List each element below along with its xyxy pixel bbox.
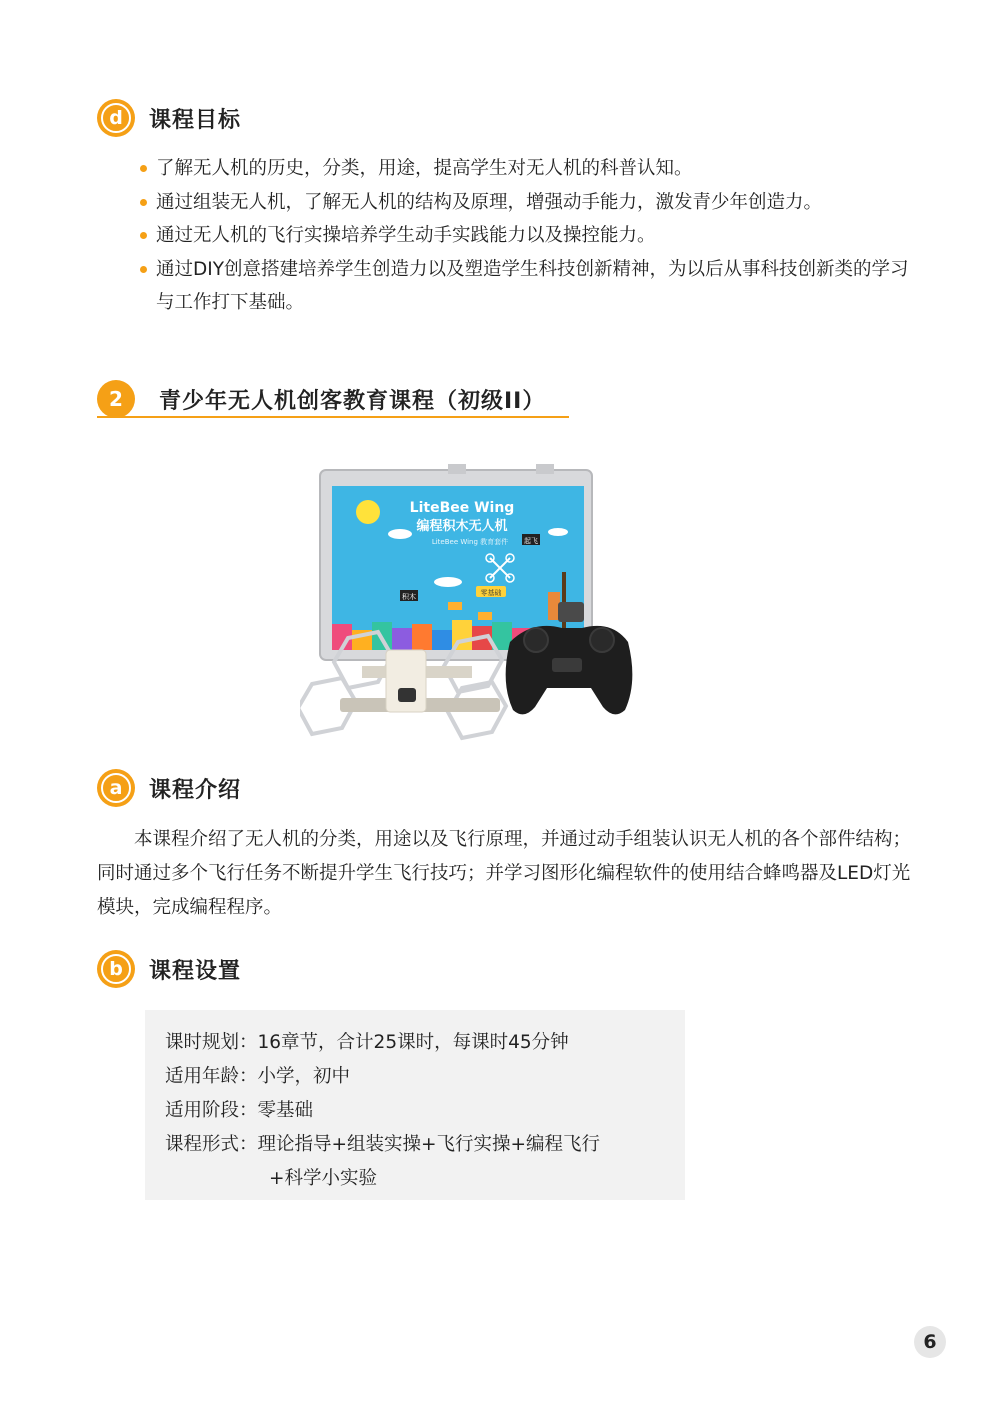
- settings-row: 课程形式：理论指导+组装实操+飞行实操+编程飞行: [165, 1134, 601, 1155]
- sun-icon: [356, 500, 380, 524]
- goals-badge-icon: [97, 99, 135, 137]
- svg-text:LiteBee Wing 教育套件: LiteBee Wing 教育套件: [431, 538, 509, 546]
- bullet-icon: [140, 199, 147, 206]
- course-title: 青少年无人机创客教育课程（初级II）: [159, 389, 546, 414]
- bullet-icon: [140, 165, 147, 172]
- settings-title: 课程设置: [149, 958, 242, 984]
- svg-text:LiteBee Wing: LiteBee Wing: [409, 500, 515, 516]
- goal-item: 通过无人机的飞行实操培养学生动手实践能力以及操控能力。: [140, 219, 910, 253]
- page-number: 6: [914, 1326, 946, 1358]
- settings-continuation: +科学小实验: [269, 1168, 378, 1189]
- intro-title: 课程介绍: [149, 777, 242, 803]
- settings-badge-letter: b: [101, 954, 131, 984]
- product-photo: [300, 462, 635, 744]
- bullet-icon: [140, 232, 147, 239]
- goal-item: 通过组装无人机，了解无人机的结构及原理，增强动手能力，激发青少年创造力。: [140, 186, 910, 220]
- goal-item: 通过DIY创意搭建培养学生创造力以及塑造学生科技创新精神，为以后从事科技创新类的学习与工作打下基础。: [140, 253, 910, 320]
- intro-heading: [97, 769, 241, 807]
- goals-title: 课程目标: [149, 107, 242, 133]
- settings-row: 适用阶段：零基础: [165, 1100, 314, 1121]
- course-number-badge: 2: [97, 380, 135, 418]
- settings-row: 课时规划：16章节，合计25课时，每课时45分钟: [165, 1032, 569, 1053]
- intro-paragraph: 本课程介绍了无人机的分类，用途以及飞行原理，并通过动手组装认识无人机的各个部件结构；同时通过多个飞行任务不断提升学生飞行技巧；并学习图形化编程软件的使用结合蜂鸣器及LED灯光模块，完成编程程序。: [97, 829, 912, 918]
- svg-text:编程积木无人机: 编程积木无人机: [416, 519, 508, 534]
- intro-badge-icon: [97, 769, 135, 807]
- settings-badge-icon: [97, 950, 135, 988]
- settings-row: 适用年龄：小学，初中: [165, 1066, 351, 1087]
- goals-list: [140, 152, 910, 320]
- svg-text:起飞: 起飞: [524, 537, 538, 545]
- goal-item: 了解无人机的历史，分类，用途，提高学生对无人机的科普认知。: [140, 152, 910, 186]
- course-heading-underline: [97, 416, 569, 418]
- settings-panel: [145, 1010, 685, 1200]
- goals-badge-letter: d: [101, 103, 131, 133]
- bullet-icon: [140, 266, 147, 273]
- svg-text:零基础: 零基础: [480, 589, 502, 597]
- goals-heading: [97, 99, 241, 137]
- course-heading: [97, 380, 569, 420]
- settings-heading: [97, 950, 241, 988]
- svg-text:积木: 积木: [402, 593, 416, 601]
- intro-badge-letter: a: [101, 773, 131, 803]
